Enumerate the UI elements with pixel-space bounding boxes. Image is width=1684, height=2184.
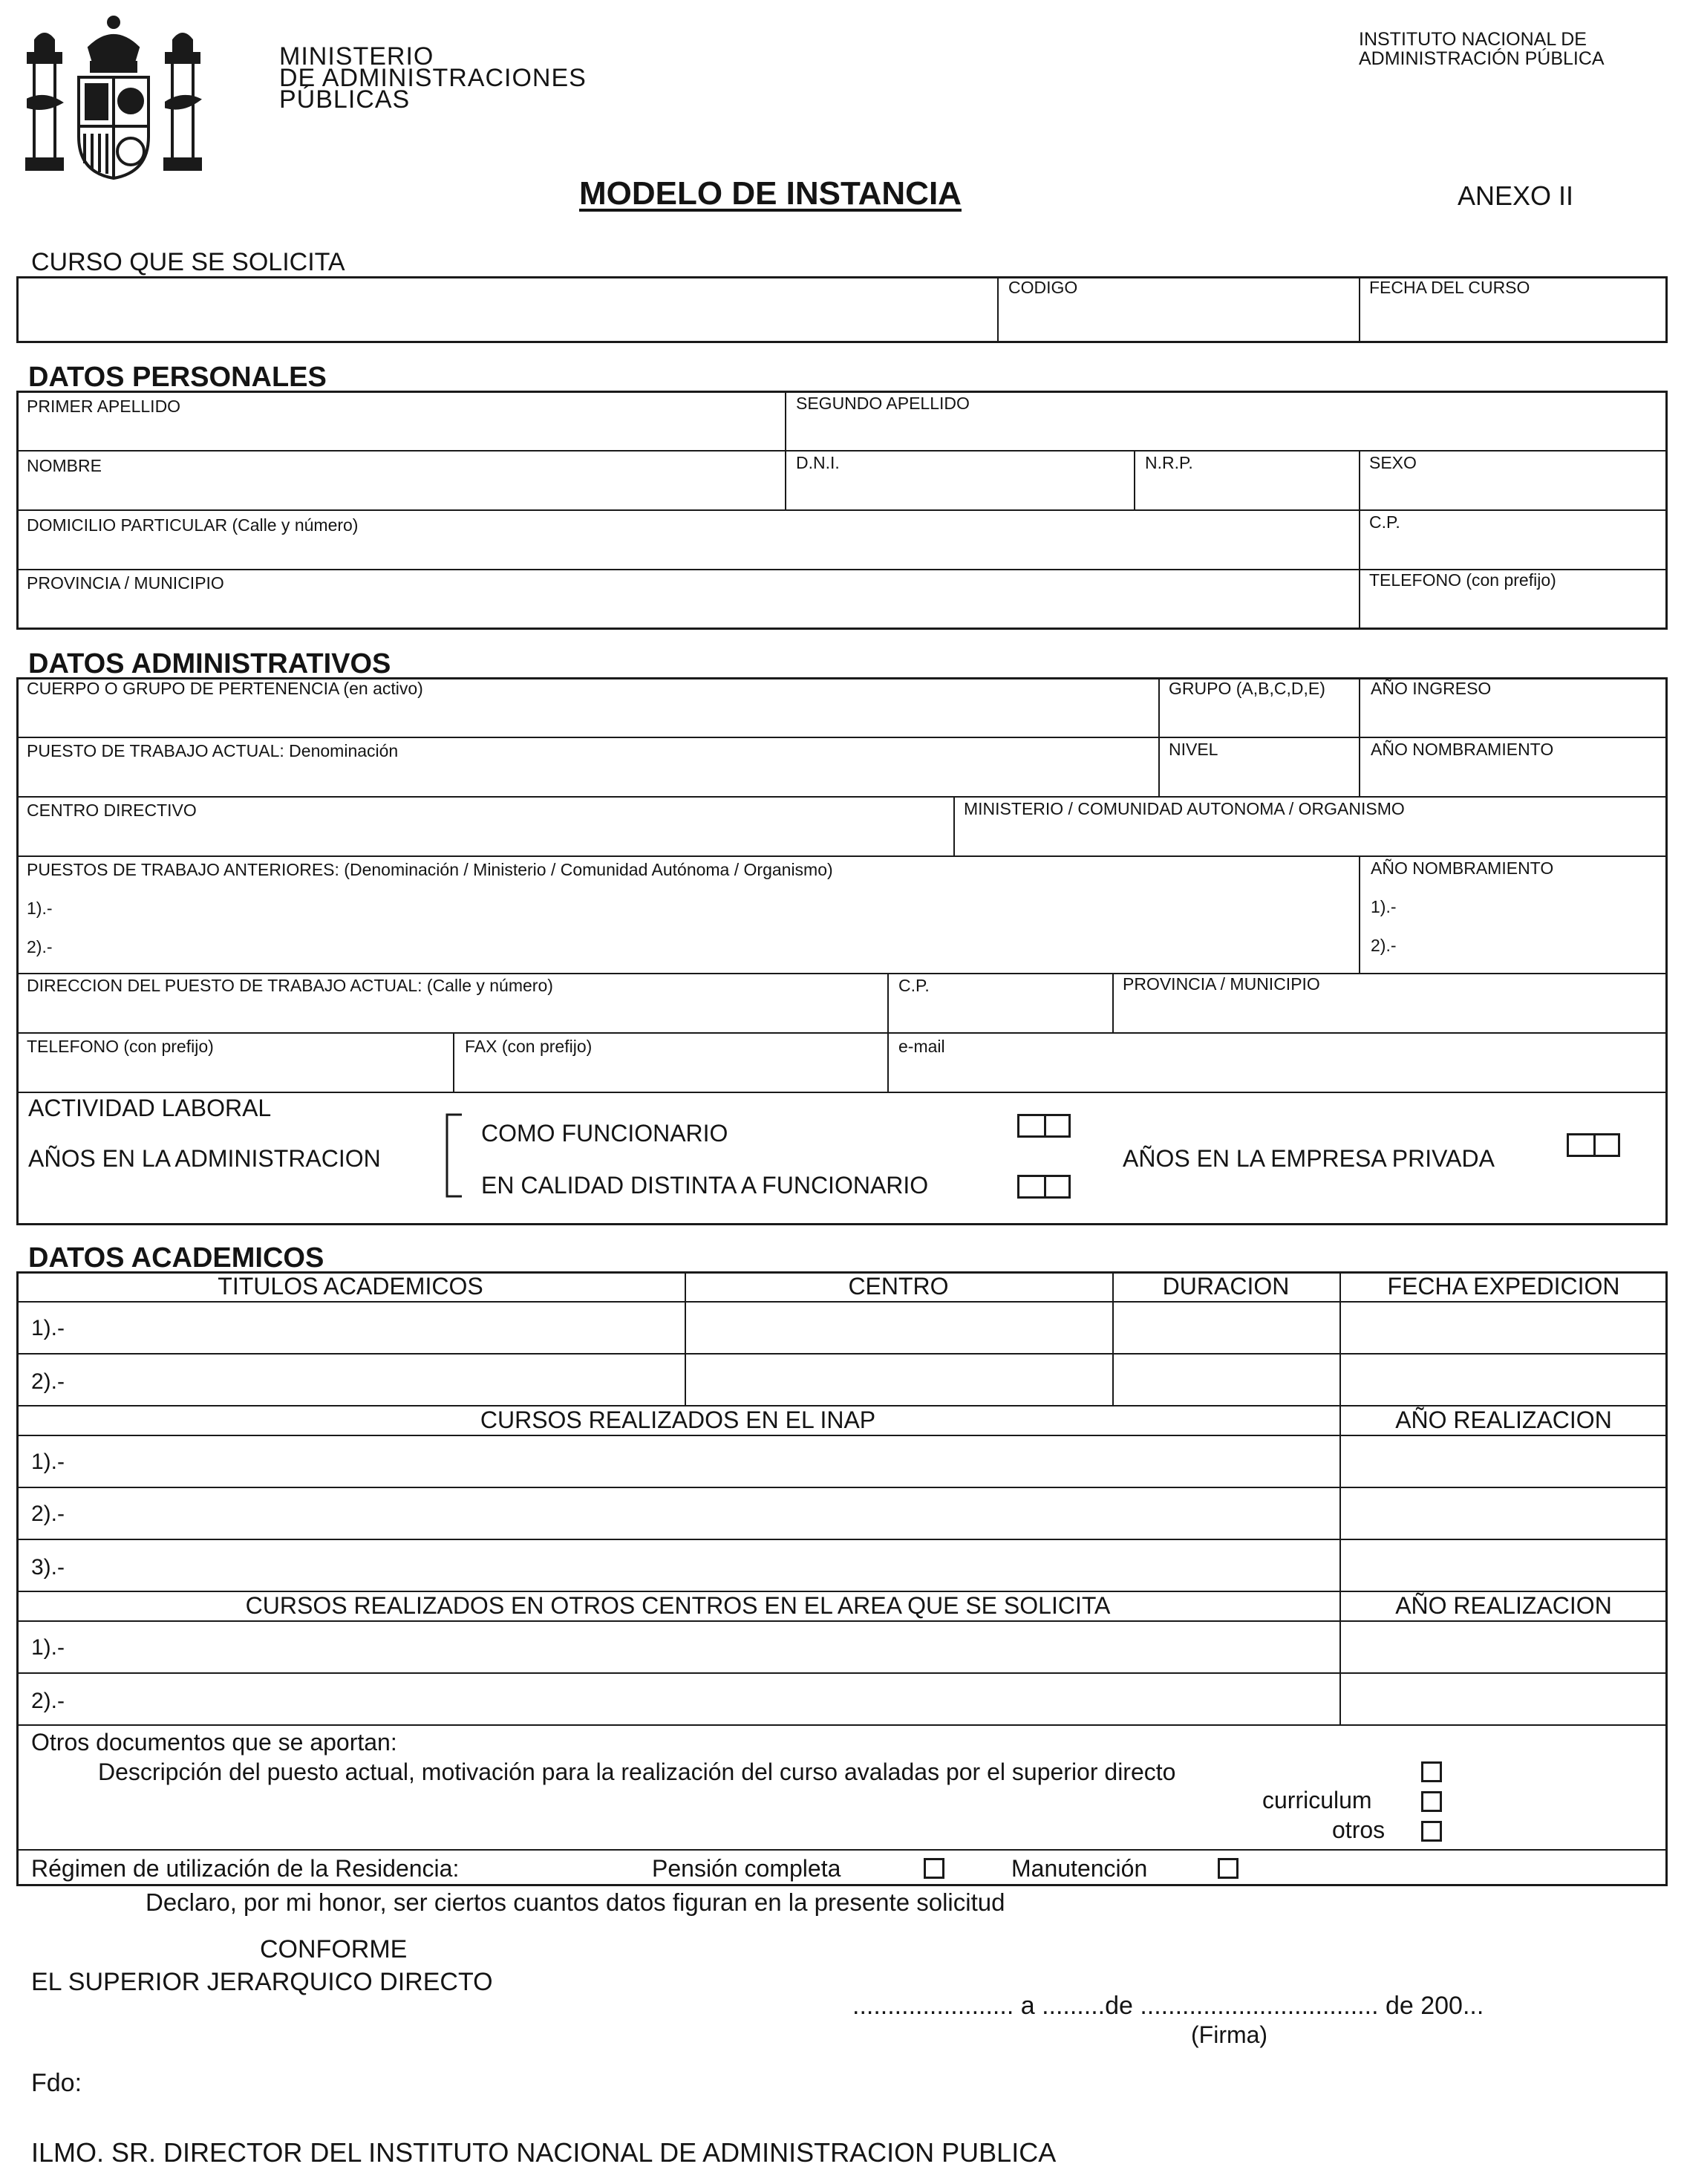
- otros-checkbox[interactable]: [1421, 1821, 1442, 1842]
- nrp-field[interactable]: N.R.P.: [1145, 453, 1193, 472]
- puestos-anteriores-field[interactable]: PUESTOS DE TRABAJO ANTERIORES: (Denominación / Ministerio / Comunidad Autónoma / Organismo): [27, 860, 833, 879]
- ministerio-field[interactable]: MINISTERIO / COMUNIDAD AUTONOMA / ORGANISMO: [964, 799, 1405, 818]
- anos-administracion-label: AÑOS EN LA ADMINISTRACION: [28, 1145, 381, 1172]
- como-funcionario-label: COMO FUNCIONARIO: [481, 1120, 728, 1147]
- ano-anterior-1[interactable]: 1).-: [1371, 897, 1397, 916]
- cp-field[interactable]: C.P.: [1369, 512, 1400, 532]
- provincia-field[interactable]: PROVINCIA / MUNICIPIO: [27, 573, 224, 593]
- ano-nombramiento-field[interactable]: AÑO NOMBRAMIENTO: [1371, 740, 1554, 759]
- inap-row-3[interactable]: 3).-: [31, 1555, 65, 1580]
- email-field[interactable]: e-mail: [898, 1037, 945, 1056]
- coat-of-arms-emblem: [21, 10, 206, 183]
- ano-anterior-2[interactable]: 2).-: [1371, 936, 1397, 955]
- fax-field[interactable]: FAX (con prefijo): [465, 1037, 593, 1056]
- curriculum-checkbox[interactable]: [1421, 1791, 1442, 1812]
- direccion-provincia-field[interactable]: PROVINCIA / MUNICIPIO: [1123, 974, 1320, 994]
- otros-ano-header: AÑO REALIZACION: [1395, 1592, 1612, 1619]
- col-fecha-header: FECHA EXPEDICION: [1387, 1273, 1620, 1300]
- titulo-row-2[interactable]: 2).-: [31, 1369, 65, 1394]
- ministry-name: [279, 42, 587, 114]
- puesto-anterior-2[interactable]: 2).-: [27, 937, 53, 956]
- descripcion-label: Descripción del puesto actual, motivación para la realización del curso avaladas por el superior directo: [98, 1758, 1176, 1785]
- centro-directivo-field[interactable]: CENTRO DIRECTIVO: [27, 801, 197, 820]
- annex-label: ANEXO II: [1458, 180, 1574, 211]
- nombre-field[interactable]: NOMBRE: [27, 456, 102, 475]
- institute-line-1: INSTITUTO NACIONAL DE: [1359, 29, 1587, 50]
- direccion-cp-field[interactable]: C.P.: [898, 976, 930, 995]
- puesto-anterior-1[interactable]: 1).-: [27, 899, 53, 918]
- inap-ano-header: AÑO REALIZACION: [1395, 1406, 1612, 1433]
- actividad-laboral-label: ACTIVIDAD LABORAL: [28, 1095, 272, 1121]
- fecha-line[interactable]: ....................... a .........de .................................. de 200...: [852, 1992, 1484, 2020]
- calidad-distinta-label: EN CALIDAD DISTINTA A FUNCIONARIO: [481, 1172, 929, 1199]
- dni-field[interactable]: D.N.I.: [796, 453, 840, 472]
- cuerpo-field[interactable]: CUERPO O GRUPO DE PERTENENCIA (en activo): [27, 679, 423, 698]
- ano-nombramiento-anteriores[interactable]: AÑO NOMBRAMIENTO: [1371, 858, 1554, 878]
- puesto-actual-field[interactable]: PUESTO DE TRABAJO ACTUAL: Denominación: [27, 741, 399, 760]
- form-title: MODELO DE INSTANCIA: [579, 175, 962, 212]
- grupo-field[interactable]: GRUPO (A,B,C,D,E): [1169, 679, 1325, 698]
- curriculum-label: curriculum: [1262, 1787, 1372, 1813]
- datos-academicos-box: [16, 1271, 1668, 1886]
- conforme-label: CONFORME: [260, 1935, 408, 1963]
- pension-label: Pensión completa: [652, 1855, 841, 1882]
- primer-apellido-field[interactable]: PRIMER APELLIDO: [27, 397, 181, 416]
- fdo-label[interactable]: Fdo:: [31, 2069, 82, 2097]
- ministry-line-1: MINISTERIO: [279, 42, 434, 71]
- sexo-field[interactable]: SEXO: [1369, 453, 1417, 472]
- otros-centros-header: CURSOS REALIZADOS EN OTROS CENTROS EN EL AREA QUE SE SOLICITA: [245, 1592, 1111, 1619]
- declaracion-text: Declaro, por mi honor, ser ciertos cuantos datos figuran en la presente solicitud: [146, 1888, 1005, 1916]
- inap-row-2[interactable]: 2).-: [31, 1502, 65, 1526]
- inap-row-1[interactable]: 1).-: [31, 1450, 65, 1474]
- datos-academicos-heading: DATOS ACADEMICOS: [28, 1242, 324, 1274]
- otros-documentos-label: Otros documentos que se aportan:: [31, 1729, 397, 1756]
- telefono-field[interactable]: TELEFONO (con prefijo): [1369, 570, 1556, 590]
- anos-distinta-boxes[interactable]: [1017, 1175, 1071, 1199]
- manutencion-checkbox[interactable]: [1218, 1858, 1238, 1879]
- col-duracion-header: DURACION: [1162, 1273, 1290, 1300]
- col-titulos-header: TITULOS ACADEMICOS: [218, 1273, 483, 1300]
- datos-personales-heading: DATOS PERSONALES: [28, 362, 327, 393]
- anos-funcionario-boxes[interactable]: [1017, 1114, 1071, 1138]
- otros-row-2[interactable]: 2).-: [31, 1689, 65, 1713]
- pension-checkbox[interactable]: [924, 1858, 944, 1879]
- otros-row-1[interactable]: 1).-: [31, 1635, 65, 1660]
- firma-label: (Firma): [1191, 2021, 1268, 2048]
- nivel-field[interactable]: NIVEL: [1169, 740, 1218, 759]
- curso-heading: CURSO QUE SE SOLICITA: [31, 248, 345, 276]
- segundo-apellido-field[interactable]: SEGUNDO APELLIDO: [796, 394, 970, 413]
- datos-administrativos-heading: DATOS ADMINISTRATIVOS: [28, 648, 391, 679]
- ano-ingreso-field[interactable]: AÑO INGRESO: [1371, 679, 1492, 698]
- anos-privada-boxes[interactable]: [1567, 1133, 1620, 1157]
- institute-line-2: ADMINISTRACIÓN PÚBLICA: [1359, 48, 1605, 69]
- trabajo-telefono-field[interactable]: TELEFONO (con prefijo): [27, 1037, 214, 1056]
- titulo-row-1[interactable]: 1).-: [31, 1316, 65, 1340]
- manutencion-label: Manutención: [1011, 1855, 1148, 1882]
- inap-header: CURSOS REALIZADOS EN EL INAP: [480, 1406, 876, 1433]
- institute-name: [1359, 30, 1605, 68]
- director-address: ILMO. SR. DIRECTOR DEL INSTITUTO NACIONAL DE ADMINISTRACION PUBLICA: [31, 2137, 1057, 2168]
- ministry-line-3: PÚBLICAS: [279, 85, 411, 114]
- descripcion-checkbox[interactable]: [1421, 1761, 1442, 1782]
- domicilio-field[interactable]: DOMICILIO PARTICULAR (Calle y número): [27, 515, 359, 535]
- otros-label: otros: [1332, 1816, 1386, 1843]
- direccion-field[interactable]: DIRECCION DEL PUESTO DE TRABAJO ACTUAL: (Calle y número): [27, 976, 553, 995]
- superior-label: EL SUPERIOR JERARQUICO DIRECTO: [31, 1968, 493, 1996]
- ministry-line-2: DE ADMINISTRACIONES: [279, 64, 587, 92]
- codigo-field[interactable]: CODIGO: [1008, 278, 1078, 297]
- anos-empresa-privada-label: AÑOS EN LA EMPRESA PRIVADA: [1123, 1145, 1495, 1172]
- col-centro-header: CENTRO: [848, 1273, 949, 1300]
- regimen-label: Régimen de utilización de la Residencia:: [31, 1855, 460, 1882]
- bracket-icon: [443, 1112, 465, 1199]
- fecha-curso-field[interactable]: FECHA DEL CURSO: [1369, 278, 1530, 297]
